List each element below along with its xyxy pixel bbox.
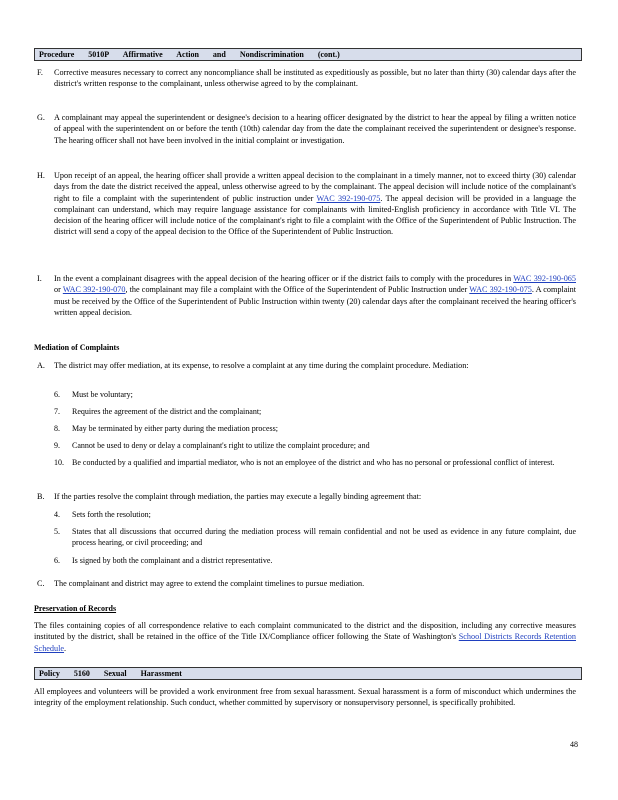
policy-text: All employees and volunteers will be provided a work environment free from sexual harassment. Sexual harassment is a form of misconduct which undermines the integrity of the employment relationship. Such conduct, whether committed by supervisory or nonsupervisory personnel, is specifically prohibited.: [34, 687, 576, 708]
policy-title-1: Sexual: [103, 669, 127, 678]
wac-070-link[interactable]: WAC 392-190-070: [62, 285, 126, 295]
wac-075-link-2[interactable]: WAC 392-190-075: [469, 285, 532, 295]
mediation-a-sub-num: 6.: [54, 390, 60, 399]
policy-label: Policy: [39, 669, 60, 678]
wac-065-link[interactable]: WAC 392-190-065: [513, 274, 576, 283]
mediation-a-sub-text: May be terminated by either party during the mediation process;: [72, 424, 278, 433]
mediation-a-sub-text: Must be voluntary;: [72, 390, 133, 399]
mediation-c-text: The complainant and district may agree to extend the complaint timelines to pursue mediation.: [54, 579, 365, 588]
mediation-a-sub-text: Requires the agreement of the district and the complainant;: [72, 407, 262, 416]
item-h-text: [54, 170, 576, 238]
mediation-a-sub-num: 10.: [54, 458, 64, 467]
page-number: 48: [570, 740, 578, 749]
item-i-text-a: In the event a complainant disagrees with the appeal decision of the hearing officer or if the district fails to comply with the procedures in: [54, 274, 514, 283]
mediation-a-label: A.: [37, 361, 45, 370]
mediation-b-sub-num: 5.: [54, 527, 60, 536]
item-g-text: A complainant may appeal the superintendent or designee's decision to a hearing officer designated by the district to hear the appeal by filing a written notice of appeal with the superintendent on or before the tenth (10th) calendar day from the date the complainant received the superintendent or designee's response. The hearing officer shall not have been involved in the initial complaint or investigation.: [54, 113, 576, 145]
mediation-b-sub-text: States that all discussions that occurred during the mediation process will remain confidential and not be used as evidence in any future complaint, due process hearing, or civil proceeding; and: [72, 527, 576, 547]
mediation-b-text: If the parties resolve the complaint through mediation, the parties may execute a legally binding agreement that:: [54, 492, 422, 501]
item-g-label: G.: [37, 113, 45, 122]
item-h-text-a: Upon receipt of an appeal, the hearing officer shall provide a written appeal decision to the complainant in a timely manner, not to exceed thirty (30) calendar days from the date the district received the appeal, unless otherwise agreed to by the complainant. The appeal decision will include notice of the complainant's right to file a complaint with the superintendent of public instruction under: [54, 171, 576, 203]
mediation-b-sub-text: Sets forth the resolution;: [72, 510, 151, 519]
policy-title-2: Harassment: [140, 669, 182, 678]
preservation-text: [34, 620, 576, 654]
mediation-a-text: The district may offer mediation, at its expense, to resolve a complaint at any time during the complaint procedure. Mediation:: [54, 361, 469, 370]
wac-075-link[interactable]: WAC 392-190-075: [316, 193, 381, 203]
item-i-text: [54, 273, 576, 318]
mediation-b-label: B.: [37, 492, 45, 501]
preservation-text-b: .: [64, 643, 67, 653]
procedure-title-2: Action: [176, 50, 199, 59]
procedure-title-3: and: [212, 50, 226, 59]
item-i-text-b: or: [54, 285, 63, 295]
policy-number: 5160: [73, 669, 90, 678]
item-i-text-c: , the complainant may file a complaint with the Office of the Superintendent of Public Instruction under: [125, 285, 470, 295]
procedure-header-bar: [34, 48, 582, 61]
item-h-text-b: . The appeal decision will be provided in a language the complainant can understand, which may require language assistance for complainants with limited-English proficiency in accordance with Title VI. The decision of the hearing officer will include notice of the complainant's right to file a complaint with the Office of the Superintendent of Public Instruction. The district will send a copy of the appeal decision to the Office of the Superintendent of Public Instruction.: [54, 193, 576, 237]
mediation-heading: Mediation of Complaints: [34, 343, 120, 352]
policy-header-bar: [34, 667, 582, 680]
mediation-b-sub-num: 6.: [54, 556, 60, 565]
procedure-number: 5010P: [88, 50, 110, 59]
item-h-label: H.: [37, 171, 45, 180]
mediation-a-sub-num: 7.: [54, 407, 60, 416]
mediation-b-sub-num: 4.: [54, 510, 60, 519]
item-f-label: F.: [37, 68, 43, 77]
item-i-text-d: . A complaint must be received by the Office of the Superintendent of Public Instruction within twenty (20) calendar days after the complainant received the hearing officer's written appeal decision.: [54, 285, 576, 317]
preservation-text-a: The files containing copies of all correspondence relative to each complaint communicated to the district and the disposition, including any corrective measures instituted by the district, shall be retained in the office of the Title IX/Compliance officer following the State of Washington's: [34, 621, 576, 642]
mediation-c-label: C.: [37, 579, 45, 588]
mediation-a-sub-num: 9.: [54, 441, 60, 450]
mediation-a-sub-text: Cannot be used to deny or delay a complainant's right to utilize the complaint procedure; and: [72, 441, 370, 450]
item-i-label: I.: [37, 274, 42, 283]
mediation-b-sub-text: Is signed by both the complainant and a district representative.: [72, 556, 273, 565]
preservation-heading: Preservation of Records: [34, 604, 117, 613]
procedure-title-1: Affirmative: [122, 50, 163, 59]
procedure-label: Procedure: [39, 50, 75, 59]
procedure-cont: (cont.): [317, 50, 340, 59]
procedure-title-4: Nondiscrimination: [239, 50, 304, 59]
mediation-a-sub-num: 8.: [54, 424, 60, 433]
item-f-text: Corrective measures necessary to correct any noncompliance shall be instituted as expeditiously as possible, but no later than thirty (30) calendar days after the district's written response to the complainant, unless otherwise agreed to by the complainant.: [54, 68, 576, 89]
records-retention-link[interactable]: School Districts Records Retention Schedule: [34, 632, 576, 653]
mediation-a-sub-text: Be conducted by a qualified and impartial mediator, who is not an employee of the district and who has no personal or professional conflict of interest.: [72, 458, 555, 467]
